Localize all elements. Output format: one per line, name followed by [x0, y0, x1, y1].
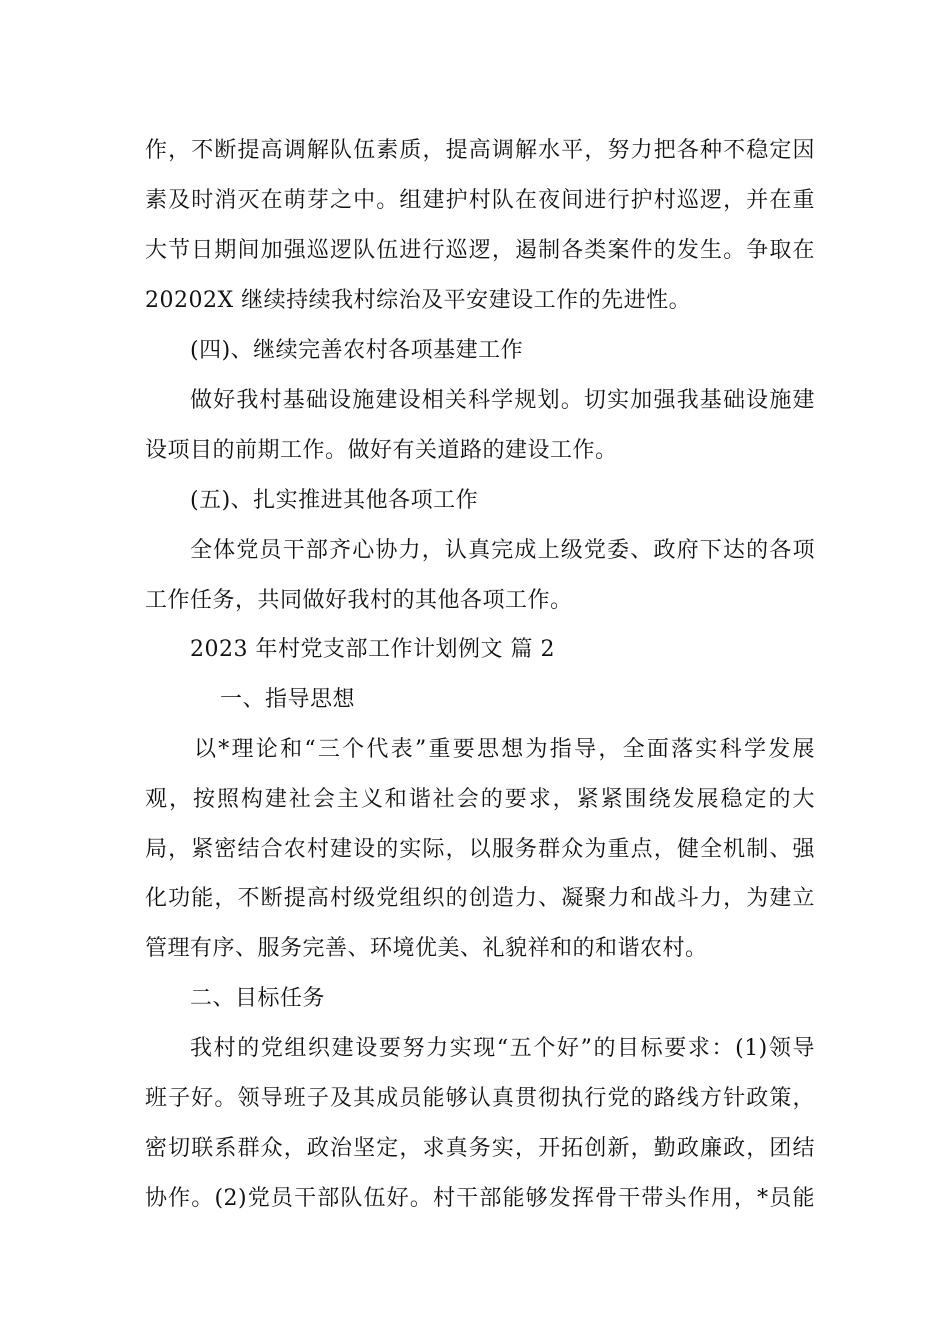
- body-text-line: 以*理论和“三个代表”重要思想为指导，全面落实科学发展: [194, 737, 815, 762]
- section-heading: 一、指导思想: [220, 687, 356, 712]
- body-text-line: 协作。(2)党员干部队伍好。村干部能够发挥骨干带头作用，*员能: [145, 1186, 815, 1211]
- body-text-line: 工作任务，共同做好我村的其他各项工作。: [145, 588, 573, 613]
- body-text-line: 全体党员干部齐心协力，认真完成上级党委、政府下达的各项: [190, 538, 815, 563]
- article-title: 2023 年村党支部工作计划例文 篇 2: [190, 637, 555, 662]
- section-heading: (五)、扎实推进其他各项工作: [190, 488, 479, 513]
- body-text-line: 素及时消灭在萌芽之中。组建护村队在夜间进行护村巡逻，并在重: [145, 188, 815, 213]
- body-text-line: 设项目的前期工作。做好有关道路的建设工作。: [145, 438, 618, 463]
- body-text-line: 管理有序、服务完善、环境优美、礼貌祥和的和谐农村。: [145, 936, 708, 961]
- body-text-line: 大节日期间加强巡逻队伍进行巡逻，遏制各类案件的发生。争取在: [145, 238, 815, 263]
- body-text-line: 局，紧密结合农村建设的实际，以服务群众为重点，健全机制、强: [145, 837, 815, 862]
- body-text-line: 密切联系群众，政治坚定，求真务实，开拓创新，勤政廉政，团结: [145, 1136, 815, 1161]
- body-text-line: 班子好。领导班子及其成员能够认真贯彻执行党的路线方针政策，: [145, 1086, 815, 1111]
- body-text-line: 做好我村基础设施建设相关科学规划。切实加强我基础设施建: [190, 388, 815, 413]
- body-text-line: 20202X 继续持续我村综治及平安建设工作的先进性。: [145, 288, 692, 313]
- body-text-line: 观，按照构建社会主义和谐社会的要求，紧紧围绕发展稳定的大: [145, 787, 815, 812]
- section-heading: (四)、继续完善农村各项基建工作: [190, 338, 524, 363]
- body-text-line: 我村的党组织建设要努力实现“五个好”的目标要求：(1)领导: [190, 1036, 815, 1061]
- body-text-line: 作，不断提高调解队伍素质，提高调解水平，努力把各种不稳定因: [145, 138, 815, 163]
- body-text-line: 化功能，不断提高村级党组织的创造力、凝聚力和战斗力，为建立: [145, 886, 815, 911]
- section-heading: 二、目标任务: [190, 986, 326, 1011]
